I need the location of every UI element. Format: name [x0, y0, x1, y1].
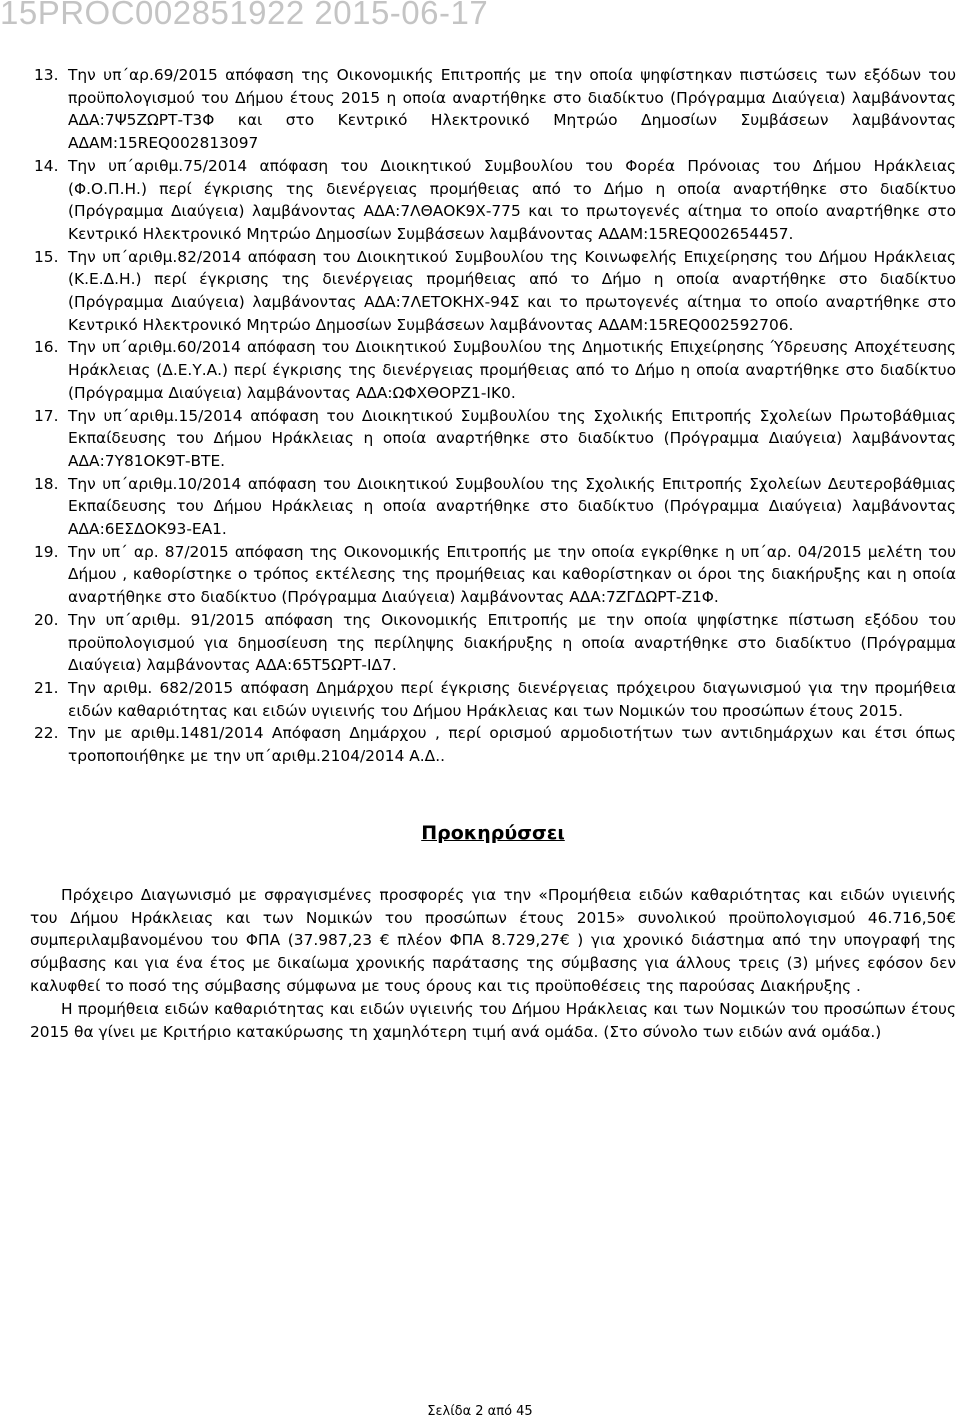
item-text: Την υπ΄αριθμ.60/2014 απόφαση του Διοικητικού Συμβουλίου της Δημοτικής Επιχείρησης Ύδρευσης Αποχέτευσης Ηράκλειας (Δ.Ε.Υ.Α.) περί έγκρισης της διενέργειας προμήθειας από το Δήμο η οποία αναρτήθηκε στο διαδίκτυο (Πρόγραμμα Διαύγεια) λαμβάνοντας ΑΔΑ:ΩΦΧΘΟΡΖ1-ΙΚ0.: [68, 338, 956, 402]
item-text: Την υπ΄ αρ. 87/2015 απόφαση της Οικονομικής Επιτροπής με την οποία εγκρίθηκε η υπ΄αρ. 04/2015 μελέτη του Δήμου , καθορίστηκε ο τρόπος εκτέλεσης της προμήθειας και καθορίστηκαν οι όροι της διακήρυξης και η οποία αναρτήθηκε στο διαδίκτυο (Πρόγραμμα Διαύγεια) λαμβάνοντας ΑΔΑ:7ΖΓΔΩΡΤ-Ζ1Φ.: [68, 542, 956, 607]
item-number: 21.: [34, 678, 59, 697]
list-item: [30, 336, 956, 404]
item-text: Την υπ΄αριθμ.10/2014 απόφαση του Διοικητικού Συμβουλίου της Σχολικής Επιτροπής Σχολείων Δευτεροβάθμιας Εκπαίδευσης του Δήμου Ηράκλειας η οποία αναρτήθηκε στο διαδίκτυο (Πρόγραμμα Διαύγεια) λαμβάνοντας ΑΔΑ:6ΕΣΔΟΚ93-ΕΑ1.: [68, 474, 956, 539]
heading-text: Προκηρύσσει: [421, 821, 565, 844]
list-item: [30, 722, 956, 767]
list-item: [30, 405, 956, 473]
item-number: 14.: [34, 156, 59, 175]
list-item: [30, 155, 956, 246]
item-text: Την υπ΄αριθμ.75/2014 απόφαση του Διοικητικού Συμβουλίου του Φορέα Πρόνοιας του Δήμου Ηράκλειας (Φ.Ο.Π.Η.) περί έγκρισης της διενέργειας προμήθειας από το Δήμο η οποία αναρτήθηκε στο διαδίκτυο (Πρόγραμμα Διαύγεια) λαμβάνοντας ΑΔΑ:7ΛΘΑΟΚ9Χ-775 και το πρωτογενές αίτημα το οποίο αναρτήθηκε στο Κεντρικό Ηλεκτρονικό Μητρώο Δημοσίων Συμβάσεων λαμβάνοντας ΑΔΑΜ:15REQ002654457.: [68, 156, 956, 243]
list-item: [30, 64, 956, 155]
list-item: [30, 246, 956, 337]
list-item: [30, 473, 956, 541]
item-text: Την υπ΄αριθμ.82/2014 απόφαση του Διοικητικού Συμβουλίου της Κοινωφελής Επιχείρησης του Δήμου Ηράκλειας (Κ.Ε.Δ.Η.) περί έγκρισης της διενέργειας προμήθειας από το Δήμο η οποία αναρτήθηκε στο διαδίκτυο (Πρόγραμμα Διαύγεια) λαμβάνοντας ΑΔΑ:7ΛΕΤΟΚΗΧ-94Σ και το πρωτογενές αίτημα το οποίο αναρτήθηκε στο Κεντρικό Ηλεκτρονικό Μητρώο Δημοσίων Συμβάσεων λαμβάνοντας ΑΔΑΜ:15REQ002592706.: [68, 247, 956, 334]
item-number: 19.: [34, 542, 59, 561]
announcement-paragraph: Πρόχειρο Διαγωνισμό με σφραγισμένες προσφορές για την «Προμήθεια ειδών καθαριότητας και ειδών υγιεινής του Δήμου Ηράκλειας και των Νομικών του προσώπων έτους 2015» συνολικού προϋπολογισμού 46.716,50€ συμπεριλαμβανομένου του ΦΠΑ (37.987,23 € πλέον ΦΠΑ 8.729,27€ ) για χρονικό διάστημα από την υπογραφή της σύμβασης και για ένα έτος με δικαίωμα χρονικής παράτασης της σύμβασης για άλλους τρεις (3) μήνες εφόσον δεν καλυφθεί το ποσό της σύμβασης σύμφωνα με τους όρους και τις προϋποθέσεις της παρούσας Διακήρυξης .: [30, 885, 956, 995]
item-number: 22.: [34, 724, 59, 743]
document-body: [30, 64, 956, 1043]
list-item: [30, 541, 956, 609]
item-text: Την αριθμ. 682/2015 απόφαση Δημάρχου περί έγκρισης διενέργειας πρόχειρου διαγωνισμού για την προμήθεια ειδών καθαριότητας και ειδών υγιεινής του Δήμου Ηράκλειας και των Νομικών του προσώπων έτους 2015.: [68, 678, 956, 720]
award-criterion-paragraph: Η προμήθεια ειδών καθαριότητας και ειδών υγιεινής του Δήμου Ηράκλειας και των Νομικών του προσώπων έτους 2015 θα γίνει με Κριτήριο κατακύρωσης τη χαμηλότερη τιμή ανά ομάδα. (Στο σύνολο των ειδών ανά ομάδα.): [30, 999, 956, 1041]
list-item: [30, 609, 956, 677]
item-number: 15.: [34, 247, 59, 266]
document-watermark: 15PROC002851922 2015-06-17: [0, 0, 489, 31]
section-heading: [30, 822, 956, 844]
item-text: Την υπ΄αριθμ.15/2014 απόφαση του Διοικητικού Συμβουλίου της Σχολικής Επιτροπής Σχολείων Πρωτοβάθμιας Εκπαίδευσης του Δήμου Ηράκλειας η οποία αναρτήθηκε στο διαδίκτυο (Πρόγραμμα Διαύγεια) λαμβάνοντας ΑΔΑ:7Υ81ΟΚ9Τ-ΒΤΕ.: [68, 406, 956, 470]
item-number: 17.: [34, 406, 59, 425]
list-item: [30, 677, 956, 722]
considerations-list: [30, 64, 956, 768]
page-number: Σελίδα 2 από 45: [427, 1404, 533, 1419]
item-text: Την υπ΄αρ.69/2015 απόφαση της Οικονομικής Επιτροπής με την οποία ψηφίστηκαν πιστώσεις των εξόδων του προϋπολογισμού του Δήμου έτους 2015 η οποία αναρτήθηκε στο διαδίκτυο (Πρόγραμμα Διαύγεια) λαμβάνοντας ΑΔΑ:7Ψ5ΖΩΡΤ-Τ3Φ και στο Κεντρικό Ηλεκτρονικό Μητρώο Δημοσίων Συμβάσεων λαμβάνοντας ΑΔΑΜ:15REQ002813097: [68, 66, 956, 153]
item-number: 13.: [34, 66, 59, 84]
item-number: 18.: [34, 474, 59, 493]
item-number: 20.: [34, 610, 59, 629]
item-text: Την υπ΄αριθμ. 91/2015 απόφαση της Οικονομικής Επιτροπής με την οποία ψηφίστηκε πίστωση εξόδου του προϋπολογισμού για δημοσίευση της περίληψης διακήρυξης η οποία αναρτήθηκε στο διαδίκτυο (Πρόγραμμα Διαύγεια) λαμβάνοντας ΑΔΑ:65Τ5ΩΡΤ-ΙΔ7.: [68, 610, 956, 675]
item-text: Την με αριθμ.1481/2014 Απόφαση Δημάρχου , περί ορισμού αρμοδιοτήτων των αντιδημάρχων και έτσι όπως τροποποιήθηκε με την υπ΄αριθμ.2104/2014 Α.Δ..: [68, 724, 956, 766]
item-number: 16.: [34, 338, 59, 357]
